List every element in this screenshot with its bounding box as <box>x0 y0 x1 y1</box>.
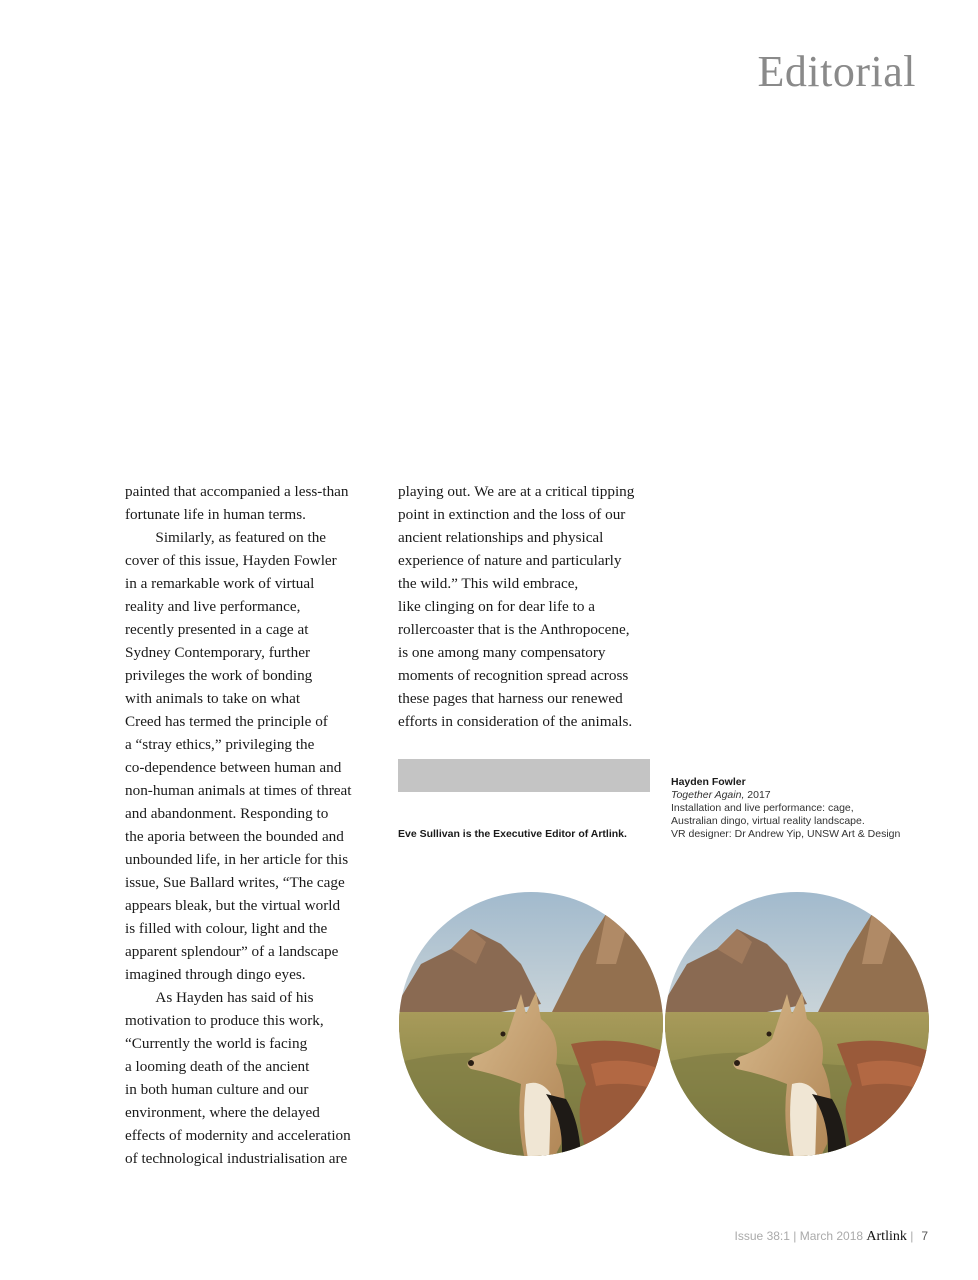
text-line: moments of recognition spread across <box>398 667 629 684</box>
text-line: experience of nature and particularly <box>398 552 622 569</box>
text-line: “Currently the world is facing <box>125 1035 308 1052</box>
text-line: appears bleak, but the virtual world <box>125 897 341 914</box>
footer-separator: | <box>906 1229 914 1243</box>
gray-divider-bar <box>398 759 650 792</box>
text-line: environment, where the delayed <box>125 1104 320 1121</box>
text-line: the wild.” This wild embrace, <box>398 575 579 592</box>
text-line: imagined through dingo eyes. <box>125 966 306 983</box>
body-column-2 <box>398 480 653 733</box>
text-line: co-dependence between human and <box>125 759 342 776</box>
footer-brand: Artlink <box>866 1229 907 1244</box>
text-line: painted that accompanied a less-than <box>125 483 349 500</box>
text-line: a “stray ethics,” privileging the <box>125 736 315 753</box>
caption-title: Together Again, <box>671 789 745 801</box>
text-line: in both human culture and our <box>125 1081 309 1098</box>
text-line: in a remarkable work of virtual <box>125 575 315 592</box>
footer-issue: Issue 38:1 | March 2018 <box>734 1229 867 1243</box>
caption-medium-line-2: Australian dingo, virtual reality landscape. <box>671 815 865 827</box>
text-line: like clinging on for dear life to a <box>398 598 595 615</box>
text-line: reality and live performance, <box>125 598 301 615</box>
text-line: of technological industrialisation are <box>125 1150 348 1167</box>
text-line: fortunate life in human terms. <box>125 506 306 523</box>
text-line: apparent splendour” of a landscape <box>125 943 339 960</box>
page-number: 7 <box>921 1229 928 1243</box>
text-line: privileges the work of bonding <box>125 667 313 684</box>
caption-medium-line-1: Installation and live performance: cage, <box>671 802 854 814</box>
text-line: Sydney Contemporary, further <box>125 644 311 661</box>
text-line: and abandonment. Responding to <box>125 805 329 822</box>
text-line: effects of modernity and acceleration <box>125 1127 351 1144</box>
text-line: Similarly, as featured on the <box>125 529 327 546</box>
text-line: issue, Sue Ballard writes, “The cage <box>125 874 345 891</box>
text-line: with animals to take on what <box>125 690 301 707</box>
text-line: motivation to produce this work, <box>125 1012 324 1029</box>
text-line: these pages that harness our renewed <box>398 690 623 707</box>
text-line: the aporia between the bounded and <box>125 828 344 845</box>
text-line: ancient relationships and physical <box>398 529 604 546</box>
page-footer <box>735 1229 928 1245</box>
text-line: a looming death of the ancient <box>125 1058 310 1075</box>
text-line: unbounded life, in her article for this <box>125 851 349 868</box>
text-line: As Hayden has said of his <box>125 989 314 1006</box>
body-column-1 <box>125 480 375 1170</box>
caption-credit-line: VR designer: Dr Andrew Yip, UNSW Art & Design <box>671 828 901 840</box>
caption-title-line <box>671 789 900 802</box>
text-line: Creed has termed the principle of <box>125 713 328 730</box>
text-line: is one among many compensatory <box>398 644 606 661</box>
caption-artist: Hayden Fowler <box>671 776 746 788</box>
text-line: playing out. We are at a critical tipping <box>398 483 635 500</box>
vr-dingo-image <box>398 885 930 1163</box>
text-line: efforts in consideration of the animals. <box>398 713 633 730</box>
text-line: recently presented in a cage at <box>125 621 309 638</box>
section-title: Editorial <box>757 47 916 96</box>
text-line: non-human animals at times of threat <box>125 782 352 799</box>
author-note: Eve Sullivan is the Executive Editor of Artlink. <box>398 828 627 840</box>
text-line: point in extinction and the loss of our <box>398 506 626 523</box>
text-line: cover of this issue, Hayden Fowler <box>125 552 337 569</box>
caption-year: 2017 <box>744 789 771 801</box>
text-line: is filled with colour, light and the <box>125 920 328 937</box>
image-caption <box>671 776 900 841</box>
text-line: rollercoaster that is the Anthropocene, <box>398 621 630 638</box>
